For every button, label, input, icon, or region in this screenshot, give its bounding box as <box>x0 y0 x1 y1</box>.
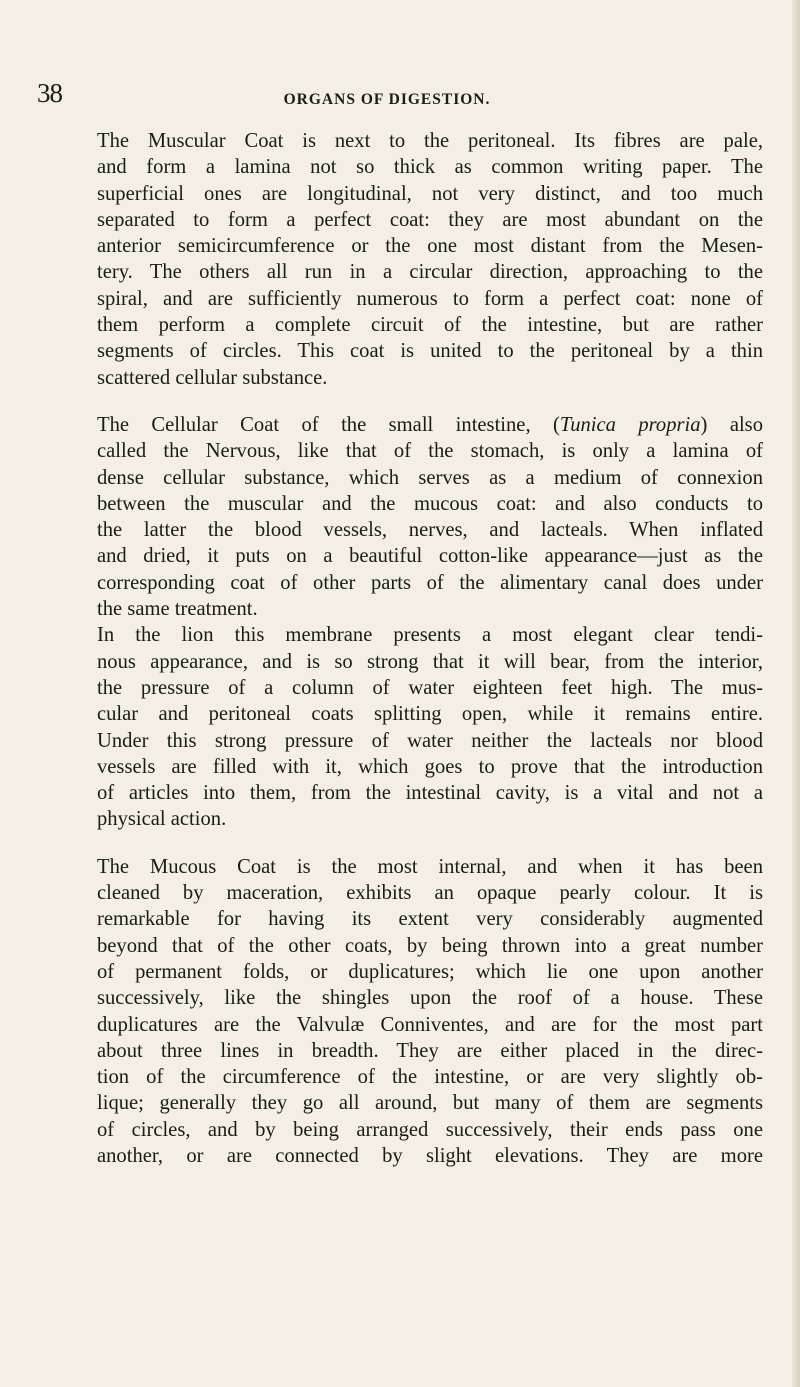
paragraph-gap <box>97 833 763 854</box>
text-line: called the Nervous, like that of the stomach, is only a lamina of <box>97 440 763 463</box>
text-line: another, or are connected by slight elevations. They are more <box>97 1144 763 1167</box>
text-line: The Cellular Coat of the small intestine, (Tunica propria) also <box>97 413 763 436</box>
text-line: scattered cellular substance. <box>97 366 328 389</box>
text-line: duplicatures are the Valvulæ Conniventes, and are for the most part <box>97 1013 763 1036</box>
text-line: tery. The others all run in a circular direction, approaching to the <box>97 261 763 284</box>
text-line: of articles into them, from the intestinal cavity, is a vital and not a <box>97 782 763 805</box>
text-line: cleaned by maceration, exhibits an opaque pearly colour. It is <box>97 882 763 905</box>
paragraph-lion-membrane <box>97 622 763 832</box>
text-line: corresponding coat of other parts of the alimentary canal does under <box>97 571 763 594</box>
paragraph-cellular-coat <box>97 412 763 622</box>
text-line: cular and peritoneal coats splitting open, while it remains entire. <box>97 703 763 726</box>
text-line: segments of circles. This coat is united to the peritoneal by a thin <box>97 340 763 363</box>
text-line: of circles, and by being arranged successively, their ends pass one <box>97 1118 763 1141</box>
text-line: superficial ones are longitudinal, not very distinct, and too much <box>97 182 763 205</box>
text-line: vessels are filled with it, which goes to prove that the introduction <box>97 755 763 778</box>
text-line: about three lines in breadth. They are either placed in the direc- <box>97 1039 763 1062</box>
text-line: beyond that of the other coats, by being thrown into a great number <box>97 934 763 957</box>
text-line: and dried, it puts on a beautiful cotton-like appearance—just as the <box>97 545 763 568</box>
text-line: the pressure of a column of water eighteen feet high. The mus- <box>97 676 763 699</box>
text-line: between the muscular and the mucous coat: and also conducts to <box>97 492 763 515</box>
text-line: of permanent folds, or duplicatures; which lie one upon another <box>97 960 763 983</box>
running-head: ORGANS OF DIGESTION. <box>283 91 491 108</box>
text-line: The Mucous Coat is the most internal, and when it has been <box>97 855 763 878</box>
text-line: In the lion this membrane presents a most elegant clear tendi- <box>97 624 763 647</box>
paragraph-muscular-coat <box>97 128 763 391</box>
text-line: nous appearance, and is so strong that it will bear, from the interior, <box>97 650 763 673</box>
text-line: successively, like the shingles upon the roof of a house. These <box>97 987 763 1010</box>
paragraph-gap <box>97 391 763 412</box>
text-line: anterior semicircumference or the one most distant from the Mesen- <box>97 235 763 258</box>
text-line: the same treatment. <box>97 598 258 621</box>
text-line: and form a lamina not so thick as common writing paper. The <box>97 156 763 179</box>
text-line: them perform a complete circuit of the intestine, but are rather <box>97 314 763 337</box>
text-line: lique; generally they go all around, but many of them are segments <box>97 1092 763 1115</box>
text-line: Under this strong pressure of water neither the lacteals nor blood <box>97 729 763 752</box>
body-text <box>97 128 763 1169</box>
text-line: remarkable for having its extent very considerably augmented <box>97 908 763 931</box>
text-line: tion of the circumference of the intestine, or are very slightly ob- <box>97 1066 763 1089</box>
text-line: separated to form a perfect coat: they are most abundant on the <box>97 208 763 231</box>
text-line: dense cellular substance, which serves as a medium of connexion <box>97 466 763 489</box>
text-line: spiral, and are sufficiently numerous to form a perfect coat: none of <box>97 287 763 310</box>
paragraph-mucous-coat <box>97 854 763 1170</box>
page-number: 38 <box>37 78 62 108</box>
page-header <box>37 78 737 112</box>
text-line: The Muscular Coat is next to the peritoneal. Its fibres are pale, <box>97 130 763 152</box>
text-line: the latter the blood vessels, nerves, and lacteals. When inflated <box>97 519 763 542</box>
page-edge <box>792 0 800 1387</box>
text-line: physical action. <box>97 808 227 831</box>
